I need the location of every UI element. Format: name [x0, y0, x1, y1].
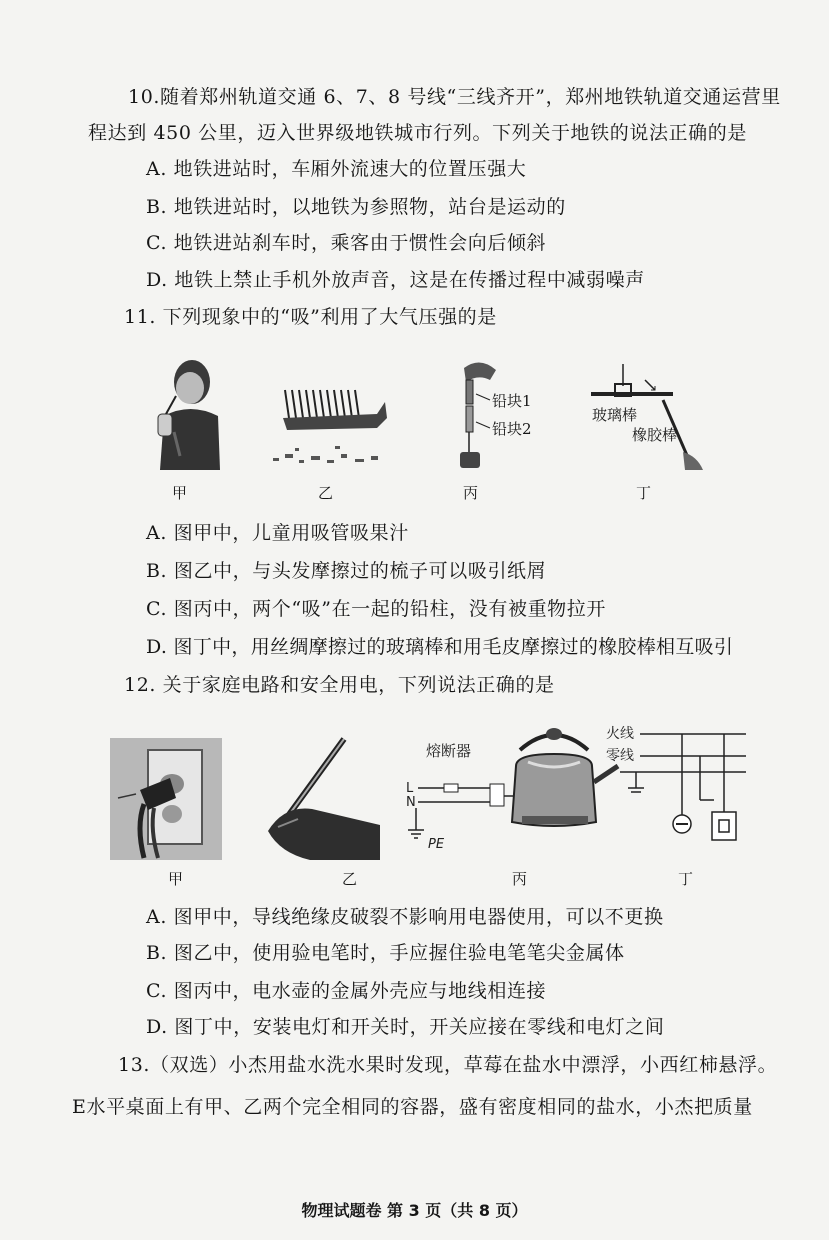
q12-fig-label-ding: 丁	[678, 870, 694, 888]
circuit-L-label: L	[406, 781, 414, 796]
fuse-label: 熔断器	[426, 742, 472, 760]
q11-fig-label-ding: 丁	[636, 484, 652, 502]
q12-option-d: D. 图丁中，安装电灯和开关时，开关应接在零线和电灯之间	[146, 1016, 665, 1038]
lead-blocks-figure	[452, 360, 542, 472]
neutral-wire-label: 零线	[606, 748, 634, 764]
q13-stem-line1: 13.（双选）小杰用盐水洗水果时发现，草莓在盐水中漂浮，小西红柿悬浮。	[118, 1054, 778, 1076]
q11-option-c: C. 图丙中，两个“吸”在一起的铅柱，没有被重物拉开	[146, 598, 606, 620]
live-wire-label: 火线	[606, 726, 634, 742]
q11-fig-label-yi: 乙	[318, 484, 334, 502]
q11-fig-label-jia: 甲	[172, 484, 188, 502]
circuit-N-label: N	[406, 795, 416, 810]
glass-rod-label: 玻璃棒	[592, 406, 638, 424]
q12-option-c: C. 图丙中，电水壶的金属外壳应与地线相连接	[146, 980, 547, 1002]
q10-stem-line2: 程达到 450 公里，迈入世界级地铁城市行列。下列关于地铁的说法正确的是	[88, 122, 747, 144]
q11-fig-label-bing: 丙	[463, 484, 479, 502]
lead-block-1-label: 铅块1	[492, 392, 532, 410]
rubber-rod-label: 橡胶棒	[632, 426, 678, 444]
lamp-switch-wiring-figure	[600, 720, 750, 850]
boy-drinking-figure	[150, 352, 230, 472]
circuit-PE-label: PE	[428, 837, 445, 852]
q11-option-b: B. 图乙中，与头发摩擦过的梳子可以吸引纸屑	[146, 560, 547, 582]
q10-option-b: B. 地铁进站时，以地铁为参照物，站台是运动的	[146, 196, 566, 218]
page-footer: 物理试题卷 第 3 页（共 8 页）	[301, 1201, 528, 1220]
q11-stem: 11. 下列现象中的“吸”利用了大气压强的是	[124, 306, 497, 328]
q13-stem-line2: E水平桌面上有甲、乙两个完全相同的容器，盛有密度相同的盐水，小杰把质量	[72, 1096, 753, 1118]
q12-fig-label-yi: 乙	[342, 870, 358, 888]
q10-stem-line1: 10.随着郑州轨道交通 6、7、8 号线“三线齐开”，郑州地铁轨道交通运营里	[128, 86, 781, 108]
q10-option-d: D. 地铁上禁止手机外放声音，这是在传播过程中减弱噪声	[146, 269, 645, 291]
q11-option-d: D. 图丁中，用丝绸摩擦过的玻璃棒和用毛皮摩擦过的橡胶棒相互吸引	[146, 636, 734, 658]
q10-option-c: C. 地铁进站刹车时，乘客由于惯性会向后倾斜	[146, 232, 547, 254]
q12-option-b: B. 图乙中，使用验电笔时，手应握住验电笔笔尖金属体	[146, 942, 625, 964]
comb-paper-figure	[265, 388, 395, 472]
test-pen-figure	[250, 735, 385, 860]
lead-block-2-label: 铅块2	[492, 420, 532, 438]
damaged-plug-figure	[110, 738, 222, 860]
q11-option-a: A. 图甲中，儿童用吸管吸果汁	[146, 522, 409, 544]
q12-option-a: A. 图甲中，导线绝缘皮破裂不影响用电器使用，可以不更换	[146, 906, 664, 928]
q10-option-a: A. 地铁进站时，车厢外流速大的位置压强大	[146, 158, 527, 180]
q12-stem: 12. 关于家庭电路和安全用电，下列说法正确的是	[124, 674, 555, 696]
q12-fig-label-jia: 甲	[168, 870, 184, 888]
q12-fig-label-bing: 丙	[512, 870, 528, 888]
